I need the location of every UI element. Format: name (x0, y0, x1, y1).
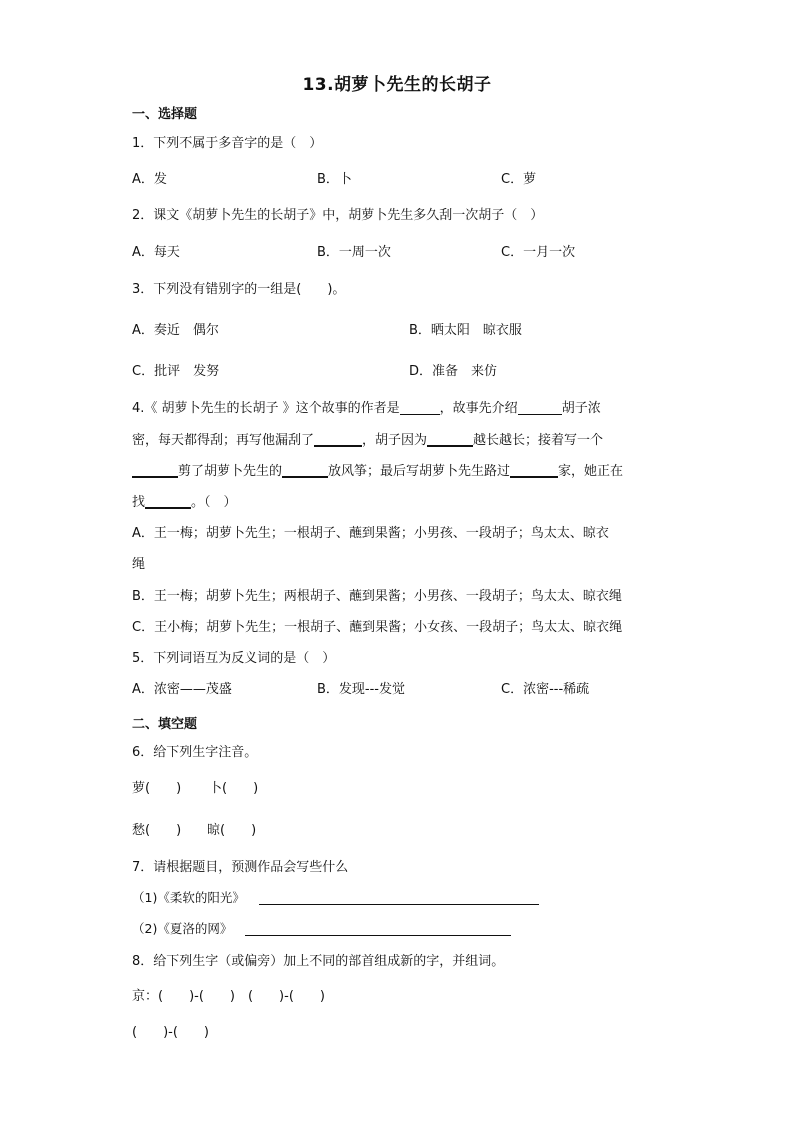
answer-blank[interactable] (282, 462, 328, 478)
q4-text: 密，每天都得刮；再写他漏刮了 (132, 433, 315, 448)
q4-text: 放风筝；最后写胡萝卜先生路过 (328, 464, 511, 479)
pinyin-field-liang[interactable]: 晾( ) (207, 823, 257, 838)
question-1-option-b[interactable]: B．卜 (317, 172, 352, 187)
q4-text: ，故事先介绍 (439, 401, 518, 416)
q4-text: 。（ ） (191, 495, 237, 510)
q4-text: 4.《 胡萝卜先生的长胡子 》这个故事的作者是 (132, 401, 400, 416)
q4-text: 越长越长；接着写一个 (473, 433, 604, 448)
question-7-sub-2: （2)《夏洛的网》 (132, 921, 233, 936)
q4-text: 剪了胡萝卜先生的 (178, 464, 283, 479)
question-2-option-c[interactable]: C．一月一次 (501, 245, 576, 260)
question-3-stem: 3．下列没有错别字的一组是( )。 (132, 282, 346, 297)
question-5-option-b[interactable]: B．发现---发觉 (317, 682, 405, 697)
question-5-option-a[interactable]: A．浓密——茂盛 (132, 682, 232, 697)
question-1-option-a[interactable]: A．发 (132, 172, 167, 187)
answer-blank[interactable] (510, 462, 558, 478)
question-2-option-a[interactable]: A．每天 (132, 245, 180, 260)
question-7-stem: 7．请根据题目，预测作品会写些什么 (132, 860, 349, 875)
page-title: 13.胡萝卜先生的长胡子 (302, 75, 492, 95)
question-4-line-2 (132, 431, 603, 450)
section-heading-fill: 二、填空题 (132, 717, 198, 732)
answer-blank[interactable] (518, 400, 562, 415)
answer-blank[interactable] (145, 493, 191, 509)
question-8-stem: 8．给下列生字（或偏旁）加上不同的部首组成新的字，并组词。 (132, 954, 505, 969)
answer-blank[interactable] (427, 431, 473, 447)
question-4-option-a-cont: 绳 (132, 557, 146, 572)
question-4-option-c[interactable]: C．王小梅；胡萝卜先生；一根胡子、蘸到果酱；小女孩、一段胡子；鸟太太、晾衣绳 (132, 620, 623, 635)
question-3-option-b[interactable]: B．晒太阳 晾衣服 (409, 323, 522, 338)
answer-line-7-2[interactable] (245, 935, 511, 936)
question-3-option-c[interactable]: C．批评 发努 (132, 364, 220, 379)
question-7-sub-1: （1)《柔软的阳光》 (132, 890, 245, 905)
question-4-line-3 (132, 462, 623, 481)
question-5-option-c[interactable]: C．浓密---稀疏 (501, 682, 590, 697)
question-6-stem: 6．给下列生字注音。 (132, 745, 258, 760)
question-4-line-1 (132, 400, 601, 418)
pinyin-field-chou[interactable]: 愁( ) (132, 823, 182, 838)
answer-line-7-1[interactable] (259, 904, 539, 905)
question-8-row-2[interactable]: ( )-( ) (132, 1025, 209, 1040)
question-1-option-c[interactable]: C．萝 (501, 172, 537, 187)
question-4-option-b[interactable]: B．王一梅；胡萝卜先生；两根胡子、蘸到果酱；小男孩、一段胡子；鸟太太、晾衣绳 (132, 589, 622, 604)
q4-text: ，胡子因为 (362, 433, 428, 448)
answer-blank[interactable] (132, 462, 178, 478)
question-1-stem: 1．下列不属于多音字的是（ ） (132, 136, 323, 151)
question-8-row-1[interactable]: 京：( )-( ) ( )-( ) (132, 989, 325, 1004)
question-2-option-b[interactable]: B．一周一次 (317, 245, 391, 260)
q4-text: 胡子浓 (561, 401, 601, 416)
answer-blank[interactable] (400, 400, 440, 415)
question-5-stem: 5．下列词语互为反义词的是（ ） (132, 651, 336, 666)
pinyin-field-luo[interactable]: 萝( ) (132, 781, 182, 796)
question-3-option-d[interactable]: D．准备 来仿 (409, 364, 498, 379)
question-3-option-a[interactable]: A．奏近 偶尔 (132, 323, 219, 338)
question-4-line-4 (132, 493, 237, 512)
question-4-option-a[interactable]: A．王一梅；胡萝卜先生；一根胡子、蘸到果酱；小男孩、一段胡子；鸟太太、晾衣 (132, 526, 609, 541)
q4-text: 家，她正在 (558, 464, 624, 479)
section-heading-choice: 一、选择题 (132, 107, 198, 122)
question-2-stem: 2．课文《胡萝卜先生的长胡子》中，胡萝卜先生多久刮一次胡子（ ） (132, 208, 544, 223)
pinyin-field-bo[interactable]: 卜( ) (209, 781, 259, 796)
answer-blank[interactable] (314, 431, 362, 447)
q4-text: 找 (132, 495, 146, 510)
